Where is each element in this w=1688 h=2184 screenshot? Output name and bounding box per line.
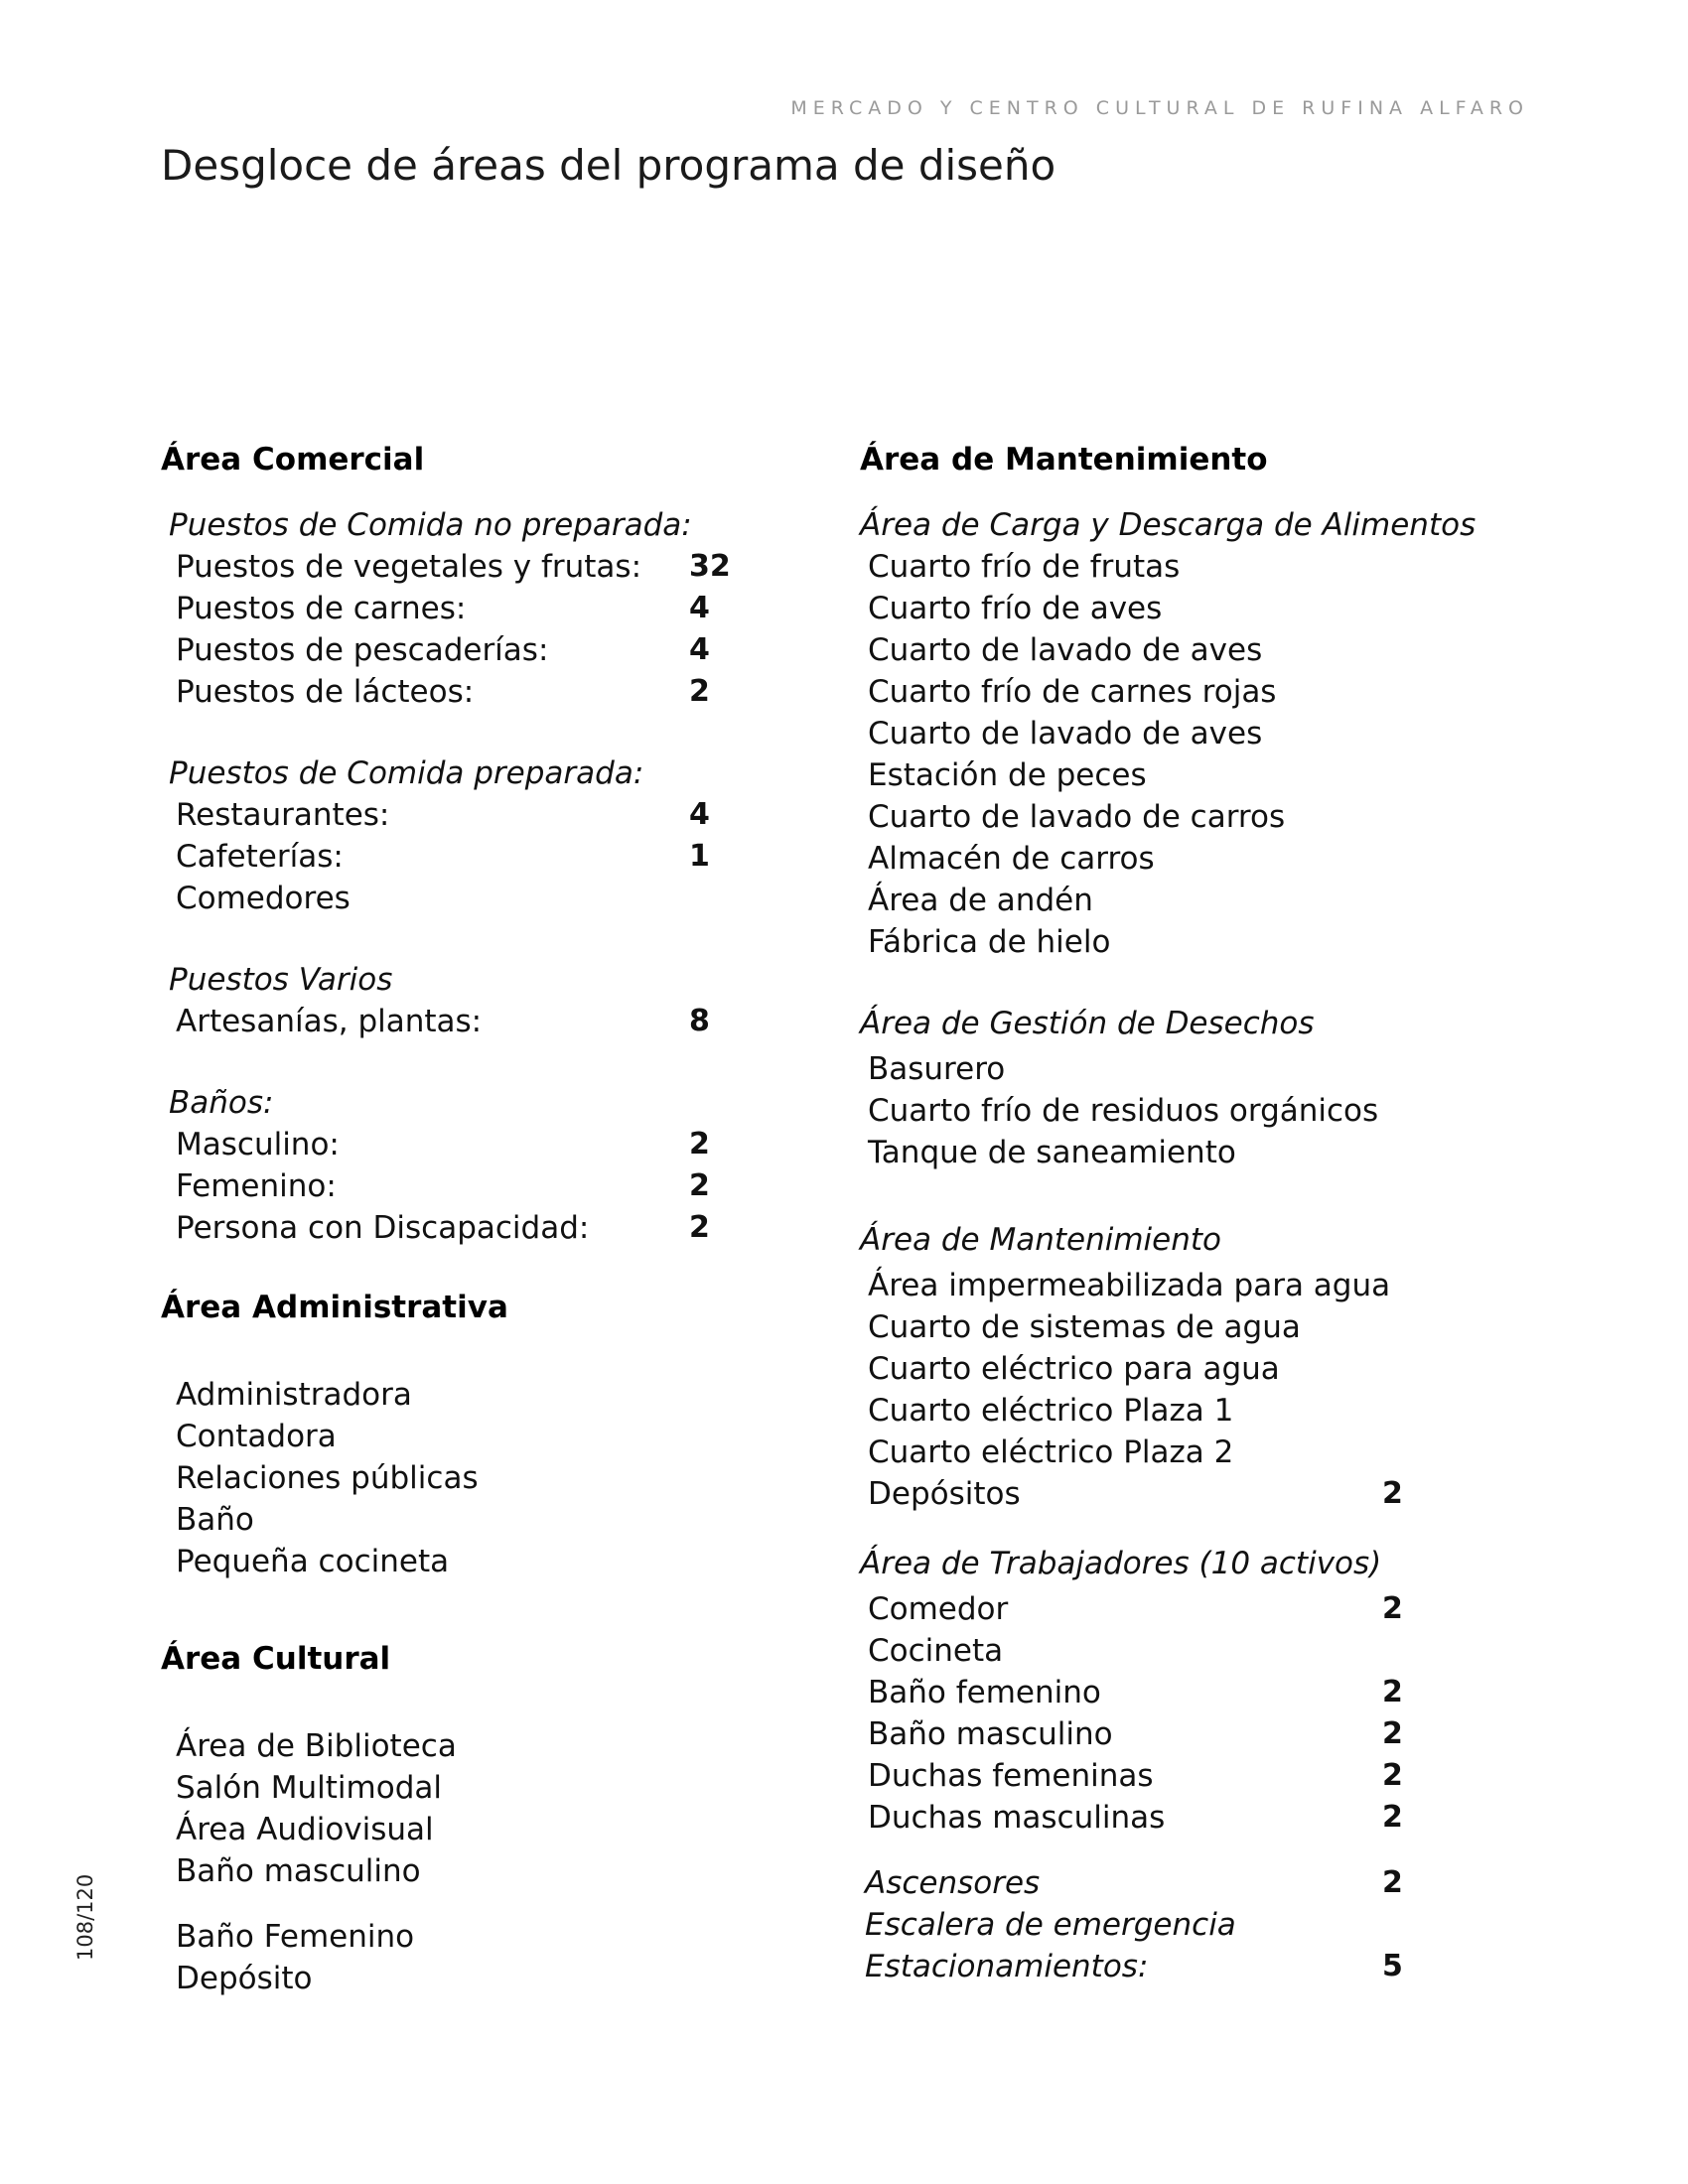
list-item: Área de andén — [868, 883, 1093, 918]
quantity: 2 — [1382, 1476, 1403, 1511]
page-number: 108/120 — [73, 1873, 97, 1961]
list-item: Femenino: 2 — [161, 1165, 757, 1207]
list-item: Contadora — [176, 1419, 337, 1454]
list-item: Depósitos 2 — [860, 1473, 1476, 1515]
list-item: Puestos de lácteos: 2 — [161, 671, 757, 713]
quantity: 2 — [1382, 1675, 1403, 1709]
group-heading: Área de Mantenimiento — [860, 1222, 1222, 1258]
list-item: Cuarto de lavado de carros — [868, 799, 1286, 835]
list-item: Puestos de carnes: 4 — [161, 588, 757, 629]
quantity: 2 — [689, 1168, 710, 1203]
list-item: Masculino: 2 — [161, 1124, 757, 1165]
list-item: Estación de peces — [868, 757, 1147, 793]
group-heading: Área de Gestión de Desechos — [860, 1006, 1315, 1041]
list-item: Baño Femenino — [176, 1919, 415, 1955]
list-item: Cuarto eléctrico para agua — [868, 1351, 1280, 1387]
quantity: 4 — [689, 632, 710, 667]
list-item: Duchas masculinas 2 — [860, 1797, 1476, 1839]
list-item: Cuarto eléctrico Plaza 1 — [868, 1393, 1234, 1429]
extra-item-ascensores: Ascensores 2 — [860, 1862, 1476, 1904]
section-title-mantenimiento: Área de Mantenimiento — [860, 442, 1268, 478]
quantity: 2 — [689, 674, 710, 709]
section-title-administrativa: Área Administrativa — [161, 1290, 508, 1325]
group-heading: Puestos de Comida preparada: — [169, 755, 644, 791]
section-title-cultural: Área Cultural — [161, 1641, 391, 1677]
list-item: Cuarto de sistemas de agua — [868, 1309, 1301, 1345]
group-heading: Puestos de Comida no preparada: — [169, 507, 692, 543]
list-item: Almacén de carros — [868, 841, 1155, 877]
section-title-comercial: Área Comercial — [161, 442, 425, 478]
list-item: Persona con Discapacidad: 2 — [161, 1207, 757, 1249]
right-column — [860, 439, 1476, 1987]
list-item: Cuarto eléctrico Plaza 2 — [868, 1434, 1234, 1470]
list-item: Comedores — [176, 881, 351, 916]
list-item: Cuarto frío de carnes rojas — [868, 674, 1277, 710]
list-item: Tanque de saneamiento — [868, 1135, 1236, 1170]
list-item: Baño femenino 2 — [860, 1672, 1476, 1713]
list-item: Cocineta — [868, 1633, 1004, 1669]
list-item: Artesanías, plantas: 8 — [161, 1001, 757, 1042]
running-header: MERCADO Y CENTRO CULTURAL DE RUFINA ALFARO — [790, 97, 1529, 119]
list-item: Cuarto frío de aves — [868, 591, 1163, 626]
quantity: 8 — [689, 1004, 710, 1038]
extra-item-estacionamientos: Estacionamientos: 5 — [860, 1946, 1476, 1987]
quantity: 2 — [1382, 1800, 1403, 1835]
quantity: 1 — [689, 839, 710, 874]
list-item: Área de Biblioteca — [176, 1728, 457, 1764]
list-item: Relaciones públicas — [176, 1460, 479, 1496]
list-item: Depósito — [176, 1961, 313, 1996]
quantity: 2 — [1382, 1865, 1403, 1900]
list-item: Cuarto de lavado de aves — [868, 716, 1263, 751]
group-heading: Área de Carga y Descarga de Alimentos — [860, 507, 1477, 543]
list-item: Duchas femeninas 2 — [860, 1755, 1476, 1797]
list-item: Restaurantes: 4 — [161, 794, 757, 836]
group-heading: Puestos Varios — [169, 962, 393, 998]
left-column — [161, 439, 757, 1999]
quantity: 2 — [1382, 1758, 1403, 1793]
quantity: 2 — [1382, 1591, 1403, 1626]
quantity: 32 — [689, 549, 731, 584]
list-item: Cafeterías: 1 — [161, 836, 757, 878]
list-item: Basurero — [868, 1051, 1006, 1087]
list-item: Administradora — [176, 1377, 412, 1413]
list-item: Cuarto frío de frutas — [868, 549, 1181, 585]
quantity: 2 — [689, 1127, 710, 1161]
quantity: 2 — [689, 1210, 710, 1245]
list-item: Área Audiovisual — [176, 1812, 434, 1847]
list-item: Baño — [176, 1502, 254, 1538]
list-item: Cuarto de lavado de aves — [868, 632, 1263, 668]
quantity: 4 — [689, 591, 710, 625]
quantity: 2 — [1382, 1716, 1403, 1751]
list-item: Área impermeabilizada para agua — [868, 1268, 1391, 1303]
quantity: 4 — [689, 797, 710, 832]
list-item: Pequeña cocineta — [176, 1544, 450, 1579]
list-item: Cuarto frío de residuos orgánicos — [868, 1093, 1379, 1129]
extra-item-escalera: Escalera de emergencia — [865, 1907, 1236, 1943]
list-item: Baño masculino — [176, 1853, 421, 1889]
list-item: Puestos de pescaderías: 4 — [161, 629, 757, 671]
group-heading: Baños: — [169, 1085, 274, 1121]
list-item: Fábrica de hielo — [868, 924, 1111, 960]
quantity: 5 — [1382, 1949, 1403, 1983]
group-heading: Área de Trabajadores (10 activos) — [860, 1546, 1382, 1581]
list-item: Puestos de vegetales y frutas: 32 — [161, 546, 757, 588]
page-title: Desgloce de áreas del programa de diseño — [161, 141, 1056, 190]
list-item: Baño masculino 2 — [860, 1713, 1476, 1755]
list-item: Comedor 2 — [860, 1588, 1476, 1630]
list-item: Salón Multimodal — [176, 1770, 442, 1806]
